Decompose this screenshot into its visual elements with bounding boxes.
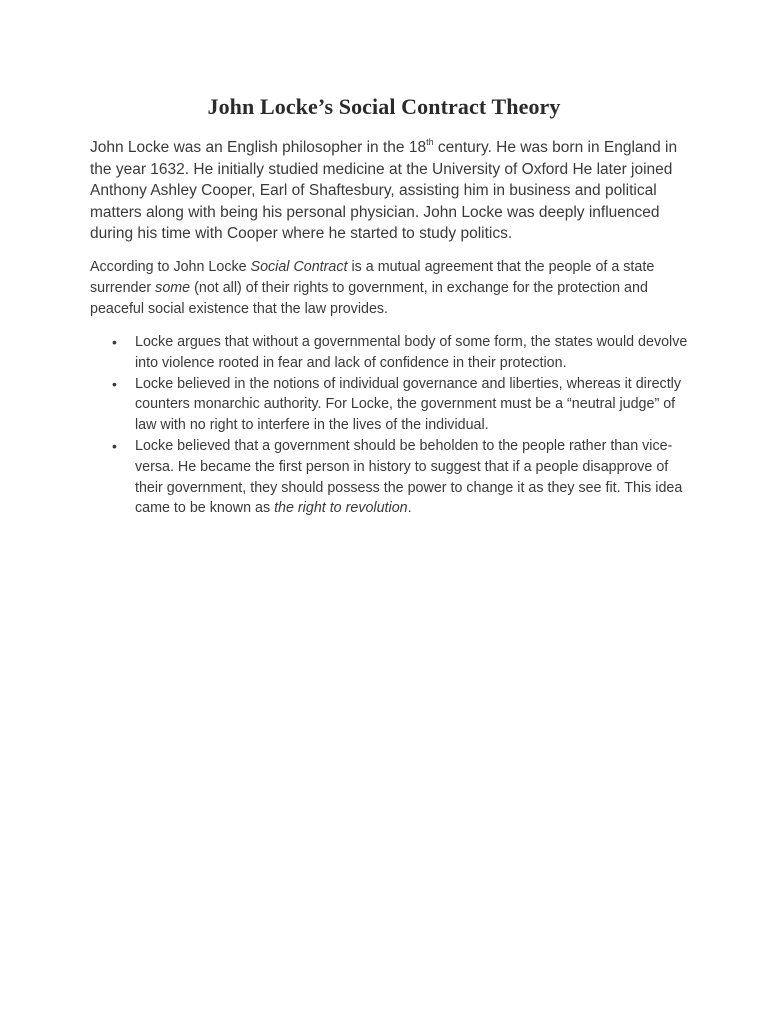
list-item-text: Locke believed in the notions of individual governance and liberties, whereas it directly counters monarchic authority. For Locke, the government must be a “neutral judge” of law with no right to interfere in the lives of the individual.: [135, 375, 681, 434]
bullet-icon: •: [112, 375, 117, 392]
list-item-text: Locke argues that without a governmental body of some form, the states would devolve into violence rooted in fear and lack of confidence in their protection.: [135, 334, 688, 371]
ordinal-suffix: th: [426, 136, 434, 147]
list-item: [90, 374, 690, 436]
bullet-icon: •: [112, 334, 117, 350]
right-to-revolution-term: the right to revolution: [274, 500, 408, 517]
social-contract-term: Social Contract: [250, 259, 348, 275]
definition-text-part3: (not all) of their rights to government, in exchange for the protection and peaceful social existence that the law provides.: [90, 279, 648, 317]
list-item-text-end: .: [407, 500, 412, 517]
some-emphasis: some: [155, 279, 191, 296]
bullet-icon: •: [112, 437, 117, 454]
definition-text-part2: is a mutual agreement that the people of a state surrender: [90, 259, 655, 296]
intro-paragraph: [90, 137, 690, 245]
list-item-text: Locke believed that a government should be beholden to the people rather than vice-versa. He became the first person in history to suggest that if a people disapprove of their government, they should possess the power to change it as they see fit. This idea came to be known as: [135, 437, 683, 517]
list-item: [90, 332, 690, 374]
intro-text-part2: century. He was born in England in the year 1632. He initially studied medicine at the University of Oxford He later joined Anthony Ashley Cooper, Earl of Shaftesbury, assisting him in business and political matters along with being his personal physician. John Locke was deeply influenced during his time with Cooper where he started to study politics.: [90, 139, 678, 243]
document-title: John Locke’s Social Contract Theory: [207, 94, 561, 119]
list-item: [90, 436, 690, 519]
definition-paragraph: [90, 257, 690, 319]
intro-text-part1: John Locke was an English philosopher in the 18: [90, 139, 427, 156]
bullet-list: [90, 332, 690, 519]
definition-text-part1: According to John Locke: [90, 259, 251, 275]
